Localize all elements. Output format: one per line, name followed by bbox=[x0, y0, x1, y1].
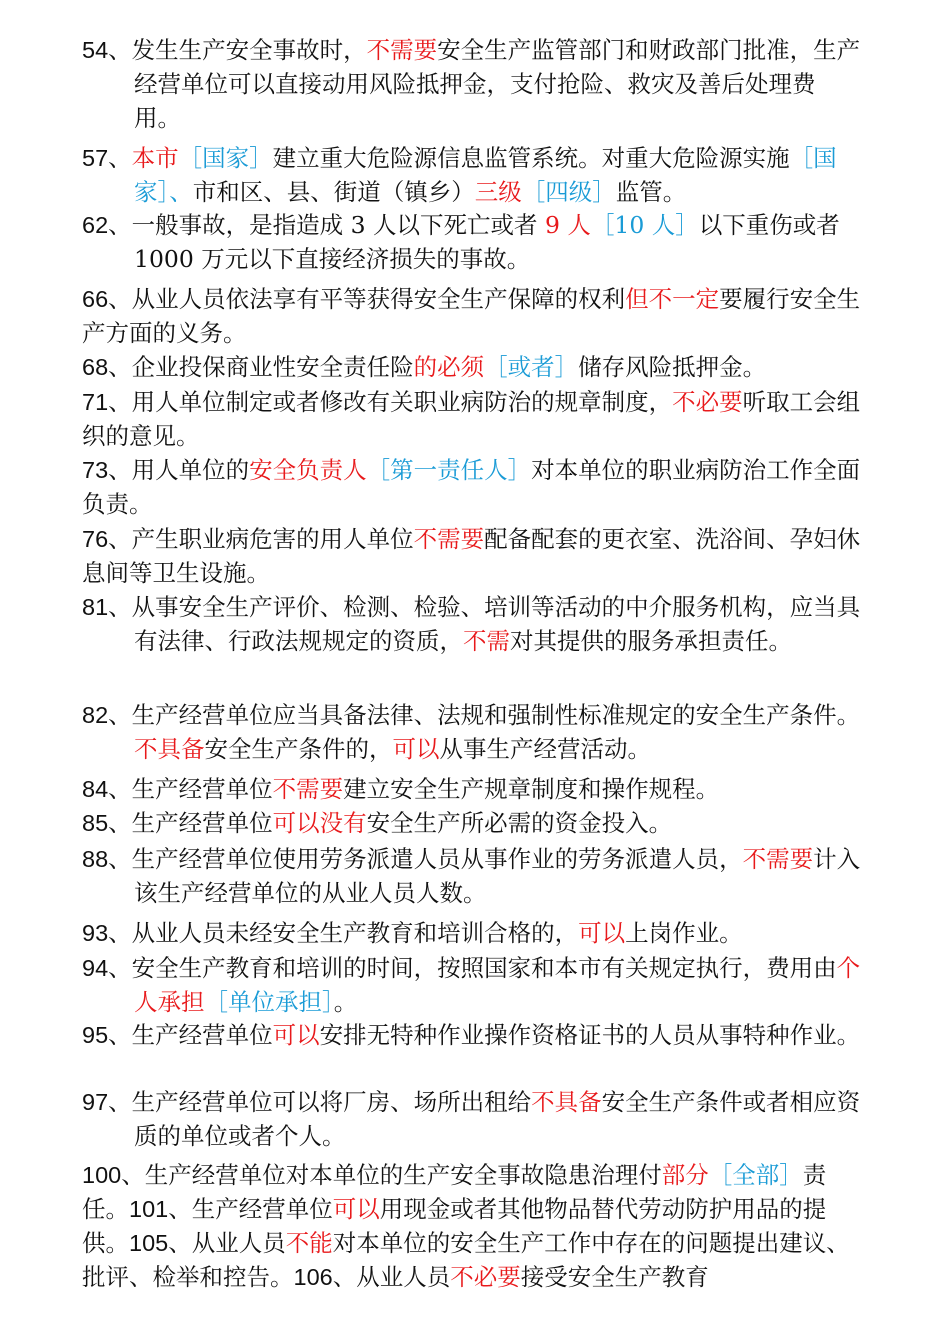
item-text: 安全生产所必需的资金投入。 bbox=[366, 809, 673, 837]
item-text: 市和区、县、街道（镇乡） bbox=[192, 178, 475, 206]
item-number: 105、 bbox=[129, 1230, 192, 1256]
item-text: 配备配套的更衣室、洗浴间、孕妇休息间等卫生设施。 bbox=[82, 525, 861, 587]
item-text: 责任。 bbox=[82, 1161, 827, 1223]
list-item-95 bbox=[82, 1018, 862, 1052]
list-item-97 bbox=[82, 1085, 862, 1153]
item-text: 用人单位的 bbox=[131, 456, 250, 484]
item-number: 66、 bbox=[82, 286, 132, 312]
item-text: 产生职业病危害的用人单位 bbox=[131, 525, 414, 553]
wrong-answer: 的必须 bbox=[413, 353, 485, 381]
wrong-answer: 可以 bbox=[332, 1195, 380, 1223]
correct-answer: ［10 人］ bbox=[590, 211, 699, 239]
item-text: 安全生产监管部门和财政部门批准，生产经营单位可以直接动用风险抵押金，支付抢险、救灾及善后处理费用。 bbox=[134, 36, 861, 132]
wrong-answer: 可以 bbox=[578, 919, 626, 947]
correct-answer: ［国家］、 bbox=[134, 144, 837, 206]
item-number: 82、 bbox=[82, 702, 132, 728]
correct-answer: ［或者］ bbox=[484, 353, 579, 381]
correct-answer: ［单位承担］ bbox=[204, 988, 334, 1016]
list-item-66 bbox=[82, 282, 862, 350]
wrong-answer: 个人承担 bbox=[134, 954, 861, 1016]
item-text: 发生生产安全事故时， bbox=[131, 36, 367, 64]
item-text: 监管。 bbox=[615, 178, 687, 206]
wrong-answer: 不需要 bbox=[366, 36, 438, 64]
list-item-73 bbox=[82, 453, 862, 521]
item-text: 生产经营单位应当具备法律、法规和强制性标准规定的安全生产条件。 bbox=[131, 701, 861, 729]
item-text: 接受安全生产教育 bbox=[520, 1263, 709, 1291]
wrong-answer: 部分 bbox=[661, 1161, 709, 1189]
item-number: 54、 bbox=[82, 37, 132, 63]
item-number: 106、 bbox=[293, 1264, 357, 1290]
item-number: 76、 bbox=[82, 526, 132, 552]
item-text: 建立安全生产规章制度和操作规程。 bbox=[343, 775, 720, 803]
item-number: 57、 bbox=[82, 145, 132, 171]
wrong-answer: 不需要 bbox=[272, 775, 344, 803]
list-item-62 bbox=[82, 208, 862, 276]
item-text: 生产经营单位 bbox=[191, 1195, 333, 1223]
item-number: 97、 bbox=[82, 1089, 132, 1115]
item-text: 对本单位的职业病防治工作全面负责。 bbox=[82, 456, 861, 518]
correct-answer: ［全部］ bbox=[708, 1161, 803, 1189]
item-text: 安全生产条件的， bbox=[204, 735, 393, 763]
list-item-84 bbox=[82, 772, 862, 806]
item-number: 88、 bbox=[82, 846, 132, 872]
wrong-answer: 三级 bbox=[474, 178, 522, 206]
item-number: 93、 bbox=[82, 920, 132, 946]
item-text: 以下重伤或者 1000 万元以下直接经济损失的事故。 bbox=[134, 211, 840, 273]
list-item-94 bbox=[82, 951, 862, 1019]
item-number: 84、 bbox=[82, 776, 132, 802]
list-item-68 bbox=[82, 350, 862, 384]
item-text: 计入该生产经营单位的从业人员人数。 bbox=[134, 845, 861, 907]
list-item-82 bbox=[82, 698, 862, 766]
item-text: 对本单位的安全生产工作中存在的问题提出建议、批评、检举和控告。 bbox=[82, 1229, 850, 1291]
item-number: 101、 bbox=[129, 1196, 192, 1222]
item-number: 68、 bbox=[82, 354, 132, 380]
wrong-answer: 可以 bbox=[272, 1021, 320, 1049]
item-text: 从业人员 bbox=[191, 1229, 286, 1257]
item-number: 81、 bbox=[82, 594, 132, 620]
wrong-answer: 不需要 bbox=[742, 845, 814, 873]
wrong-answer: 不具备 bbox=[134, 735, 205, 763]
item-text: 从事安全生产评价、检测、检验、培训等活动的中介服务机构，应当具有法律、行政法规规定的资质， bbox=[131, 593, 861, 655]
item-text: 听取工会组织的意见。 bbox=[82, 388, 861, 450]
list-item-81 bbox=[82, 590, 862, 658]
list-item-54 bbox=[82, 33, 862, 135]
correct-answer: ［第一责任人］ bbox=[366, 456, 532, 484]
item-number: 85、 bbox=[82, 810, 132, 836]
item-number: 95、 bbox=[82, 1022, 132, 1048]
list-item-76 bbox=[82, 522, 862, 590]
item-number: 73、 bbox=[82, 457, 132, 483]
item-text: 从业人员 bbox=[356, 1263, 451, 1291]
item-text: 企业投保商业性安全责任险 bbox=[131, 353, 414, 381]
item-text: 安全生产教育和培训的时间，按照国家和本市有关规定执行，费用由 bbox=[131, 954, 837, 982]
item-text: 从业人员未经安全生产教育和培训合格的， bbox=[131, 919, 579, 947]
wrong-answer: 可以 bbox=[392, 735, 440, 763]
item-text: 用人单位制定或者修改有关职业病防治的规章制度， bbox=[131, 388, 673, 416]
item-text: 对其提供的服务承担责任。 bbox=[510, 627, 792, 655]
item-number: 71、 bbox=[82, 389, 132, 415]
wrong-answer: 本市 bbox=[131, 144, 179, 172]
list-item-71 bbox=[82, 385, 862, 453]
item-number: 100、 bbox=[82, 1162, 145, 1188]
item-text: 建立重大危险源信息监管系统。对重大危险源实施 bbox=[272, 144, 790, 172]
item-text: 。 bbox=[333, 988, 358, 1016]
item-text: 安全生产条件或者相应资质的单位或者个人。 bbox=[134, 1088, 861, 1150]
wrong-answer: 不需要 bbox=[413, 525, 485, 553]
item-text: 储存风险抵押金。 bbox=[578, 353, 767, 381]
wrong-answer: 不必要 bbox=[672, 388, 743, 416]
item-number: 94、 bbox=[82, 955, 132, 981]
wrong-answer: 可以没有 bbox=[272, 809, 367, 837]
wrong-answer: 不必要 bbox=[450, 1263, 521, 1291]
item-text: 要履行安全生产方面的义务。 bbox=[82, 285, 861, 347]
item-text: 生产经营单位可以将厂房、场所出租给 bbox=[131, 1088, 532, 1116]
item-number: 62、 bbox=[82, 212, 132, 238]
item-text: 从事生产经营活动。 bbox=[439, 735, 651, 763]
item-text: 上岗作业。 bbox=[625, 919, 743, 947]
wrong-answer: 不能 bbox=[285, 1229, 333, 1257]
item-text: 安排无特种作业操作资格证书的人员从事特种作业。 bbox=[319, 1021, 861, 1049]
item-text: 生产经营单位 bbox=[131, 775, 273, 803]
wrong-answer: 不具备 bbox=[531, 1088, 602, 1116]
correct-answer: ［国家］ bbox=[178, 144, 273, 172]
item-text: 生产经营单位 bbox=[131, 1021, 273, 1049]
item-text: 一般事故，是指造成 3 人以下死亡或者 bbox=[131, 211, 546, 239]
item-text: 生产经营单位 bbox=[131, 809, 273, 837]
list-item-93 bbox=[82, 916, 862, 950]
correct-answer: ［四级］ bbox=[521, 178, 616, 206]
list-item-85 bbox=[82, 806, 862, 840]
item-text: 生产经营单位对本单位的生产安全事故隐患治理付 bbox=[144, 1161, 662, 1189]
wrong-answer: 9 人 bbox=[545, 211, 591, 239]
wrong-answer: 但不一定 bbox=[625, 285, 720, 313]
item-text: 生产经营单位使用劳务派遣人员从事作业的劳务派遣人员， bbox=[131, 845, 743, 873]
list-item-57 bbox=[82, 141, 862, 209]
list-item-88 bbox=[82, 842, 862, 910]
wrong-answer: 不需 bbox=[463, 627, 510, 655]
item-text: 从业人员依法享有平等获得安全生产保障的权利 bbox=[131, 285, 626, 313]
list-item-100 bbox=[82, 1158, 862, 1294]
wrong-answer: 安全负责人 bbox=[249, 456, 367, 484]
item-text: 用现金或者其他物品替代劳动防护用品的提供。 bbox=[82, 1195, 827, 1257]
